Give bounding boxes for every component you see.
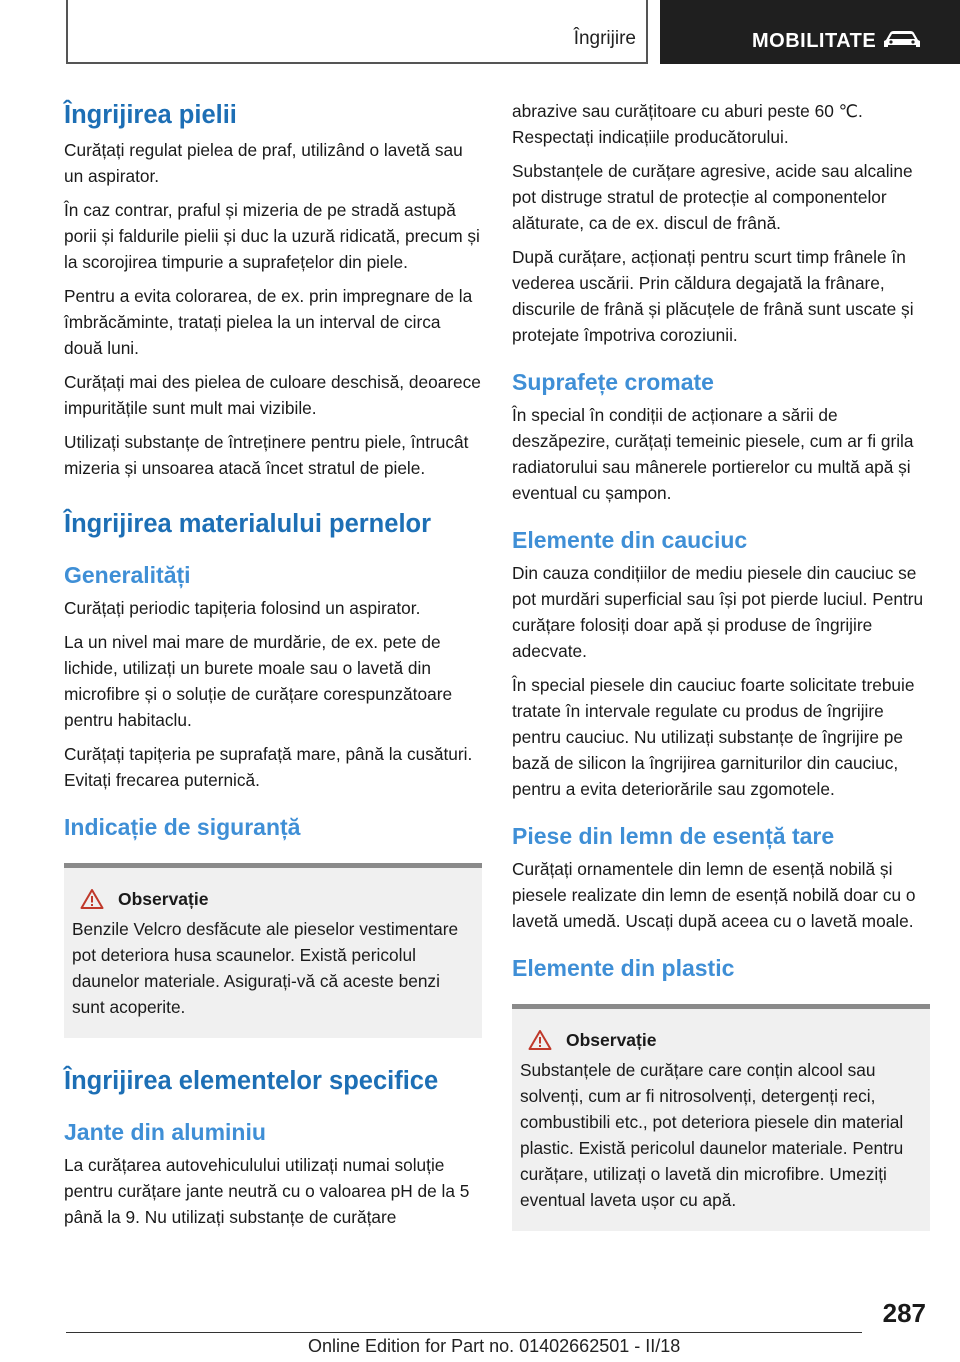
- leather-paragraph-2: În caz contrar, praful și mizeria de pe stradă astupă porii și faldurile pielii și duc la uzură ridicată, precum și la scorojirea timpurie a suprafețelor din piele.: [64, 200, 480, 272]
- upholstery-care-heading: Îngrijirea materialului pernelor: [64, 510, 432, 538]
- warning-header: [520, 1029, 922, 1051]
- footer-divider: [66, 1332, 862, 1333]
- leather-paragraph-3: Pentru a evita colorarea, de ex. prin impregnare de la îmbrăcăminte, tratați pielea la un interval de circa două luni.: [64, 286, 473, 358]
- chrome-surfaces-heading: Suprafețe cromate: [512, 369, 714, 395]
- hardwood-heading: Piese din lemn de esență tare: [512, 823, 835, 849]
- rubber-elements-heading: Elemente din cauciuc: [512, 527, 748, 553]
- warning-text: Benzile Velcro desfăcute ale pieselor vestimentare pot deteriora husa scaunelor. Există pericolul daunelor materiale. Asigurați-vă că aceste benzi sunt acoperite.: [72, 919, 459, 1017]
- warning-text: Substanțele de curățare care conțin alcool sau solvenți, cum ar fi nitrosolvenți, detergenți reci, combustibili etc., pot deteriora piesele din material plastic. Există pericolul daunelor materiale. Pentru curățare, utilizați o lavetă din microfibre. Umeziți eventual laveta ușor cu apă.: [520, 1060, 904, 1210]
- alloy-paragraph-1-continued: abrazive sau curățitoare cu aburi peste 60 ℃. Respectați indicațiile producătorului.: [512, 101, 863, 147]
- rubber-paragraph-1: Din cauza condițiilor de mediu piesele din cauciuc se pot murdări superficial sau își pot pierde luciul. Pentru curățare folosiți doar apă și produse de îngrijire adecvate.: [512, 563, 924, 661]
- right-column: [512, 98, 930, 1231]
- safety-note-heading: Indicație de siguranță: [64, 814, 301, 840]
- section-title: Îngrijire: [573, 28, 636, 49]
- alloy-wheels-heading: Jante din aluminiu: [64, 1119, 266, 1145]
- general-heading: Generalități: [64, 562, 191, 588]
- general-paragraph-3: Curățați tapițeria pe suprafață mare, până la cusături. Evitați frecarea puternică.: [64, 744, 473, 790]
- leather-paragraph-4: Curățați mai des pielea de culoare deschisă, deoarece impuritățile sunt mult mai vizibile.: [64, 372, 481, 418]
- chapter-label: MOBILITATE: [752, 30, 877, 52]
- alloy-paragraph-2: Substanțele de curățare agresive, acide sau alcaline pot distruge stratul de protecție al componentelor alăturate, ca de ex. discul de frână.: [512, 161, 913, 233]
- warning-triangle-icon: [528, 1029, 552, 1051]
- leather-paragraph-5: Utilizați substanțe de întreținere pentru piele, întrucât mizeria și unsoarea atacă încet stratul de piele.: [64, 432, 469, 478]
- chapter-tab: [660, 0, 960, 64]
- plastic-elements-heading: Elemente din plastic: [512, 955, 735, 981]
- leather-paragraph-1: Curățați regulat pielea de praf, utilizând o lavetă sau un aspirator.: [64, 140, 463, 186]
- warning-title: Observație: [566, 1029, 657, 1050]
- leather-care-heading: Îngrijirea pielii: [64, 101, 237, 129]
- warning-triangle-icon: [80, 888, 104, 910]
- car-icon: [882, 28, 922, 50]
- warning-box: [512, 1004, 930, 1231]
- warning-header: [72, 888, 474, 910]
- alloy-paragraph-3: După curățare, acționați pentru scurt timp frânele în vederea uscării. Prin căldura degajată la frânare, discurile de frână și plăcuțele de frână sunt uscate și protejate împotriva coroziunii.: [512, 247, 914, 345]
- general-paragraph-2: La un nivel mai mare de murdărie, de ex. pete de lichide, utilizați un burete moale sau o lavetă din microfibre și o soluție de curățare corespunzătoare pentru habitaclu.: [64, 632, 453, 730]
- warning-title: Observație: [118, 888, 209, 909]
- general-paragraph-1: Curățați periodic tapițeria folosind un aspirator.: [64, 598, 421, 618]
- page-number: 287: [882, 1298, 926, 1328]
- rubber-paragraph-2: În special piesele din cauciuc foarte solicitate trebuie tratate în intervale regulate cu produs de îngrijire pentru cauciuc. Nu utilizați substanțe de îngrijire pe bază de silicon la îngrijirea garniturilor din cauciuc, pentru a evita deteriorările sau zgomotele.: [512, 675, 915, 799]
- header-frame: [66, 0, 648, 64]
- warning-box: [64, 863, 482, 1038]
- alloy-paragraph-1: La curățarea autovehiculului utilizați numai soluție pentru curățare jante neutră cu o valoarea pH de la 5 până la 9. Nu utilizați substanțe de curățare: [64, 1155, 470, 1227]
- footer-edition: Online Edition for Part no. 01402662501 - II/18: [308, 1336, 681, 1356]
- specific-elements-heading: Îngrijirea elementelor specifice: [64, 1067, 439, 1095]
- hardwood-paragraph-1: Curățați ornamentele din lemn de esență nobilă și piesele realizate din lemn de esență nobilă doar cu o lavetă umedă. Uscați după aceea cu o lavetă moale.: [512, 859, 916, 931]
- left-column: [64, 98, 482, 1238]
- chrome-paragraph-1: În special în condiții de acționare a sării de deszăpezire, curățați temeinic piesele, cum ar fi grila radiatorului sau mânerele portierelor cu multă apă și eventual cu șampon.: [512, 405, 914, 503]
